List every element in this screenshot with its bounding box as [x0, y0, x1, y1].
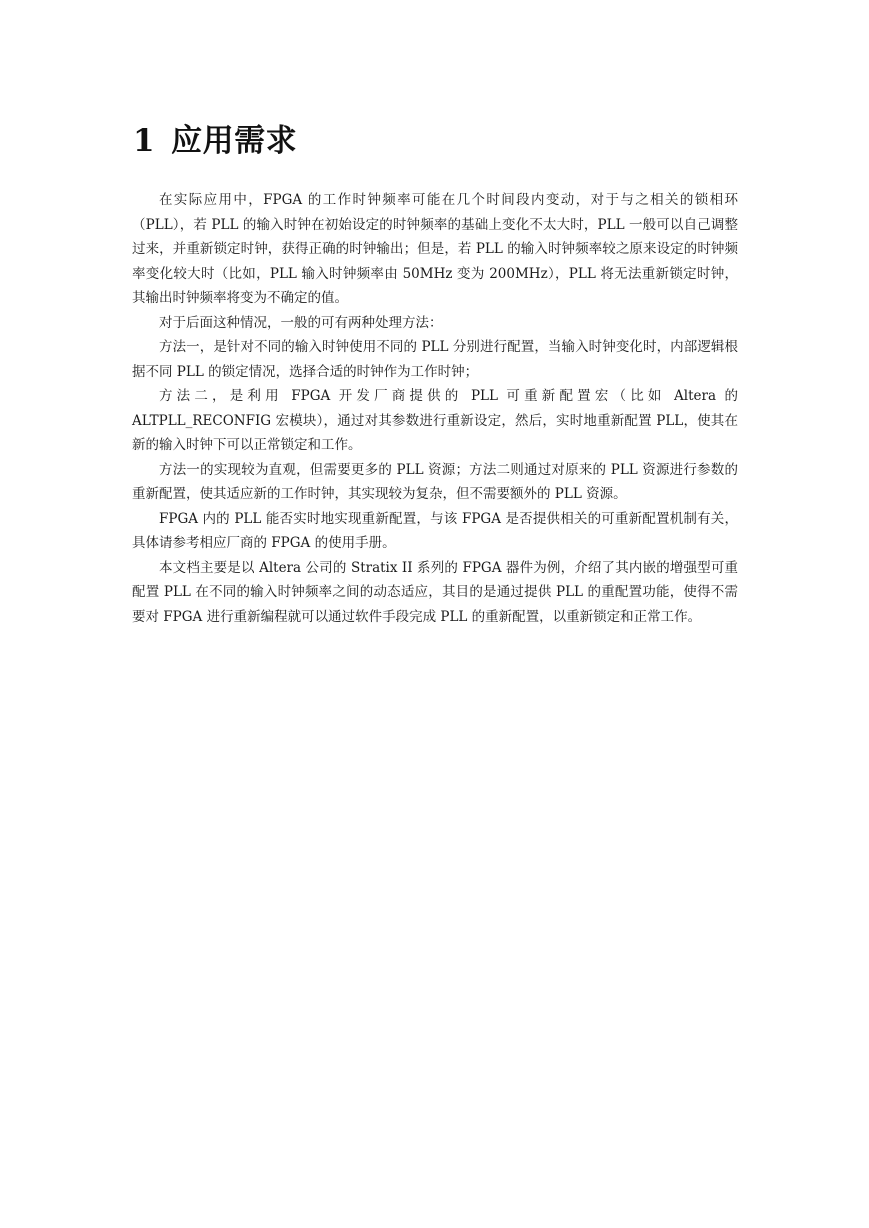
paragraph-method-two: 方法二，是利用 FPGA 开发厂商提供的 PLL 可重新配置宏（比如 Altera 的 ALTPLL_RECONFIG 宏模块），通过对其参数进行重新设定，然后，实时地重新配置 PLL，使其在新的输入时钟下可以正常锁定和工作。: [132, 388, 738, 453]
paragraph-two-methods: 对于后面这种情况，一般的可有两种处理方法：: [159, 314, 443, 331]
section-heading: [133, 118, 297, 164]
section-number: 1: [133, 123, 156, 159]
paragraph-intro: 在实际应用中，FPGA 的工作时钟频率可能在几个时间段内变动，对于与之相关的锁相环（PLL），若 PLL 的输入时钟在初始设定的时钟频率的基础上变化不太大时，PLL 一般可以自己调整过来，并重新锁定时钟，获得正确的时钟输出；但是，若 PLL 的输入时钟频率较之原来设定的时钟频率变化较大时（比如，PLL 输入时钟频率由 50MHz 变为 200MHz），PLL 将无法重新锁定时钟，其输出时钟频率将变为不确定的值。: [132, 192, 738, 306]
section-body: [132, 188, 738, 629]
paragraph-reconfig-support: FPGA 内的 PLL 能否实时地实现重新配置，与该 FPGA 是否提供相关的可重新配置机制有关，具体请参考相应厂商的 FPGA 的使用手册。: [132, 510, 738, 551]
paragraph-method-one: 方法一，是针对不同的输入时钟使用不同的 PLL 分别进行配置，当输入时钟变化时，内部逻辑根据不同 PLL 的锁定情况，选择合适的时钟作为工作时钟；: [132, 339, 738, 380]
paragraph-comparison: 方法一的实现较为直观，但需要更多的 PLL 资源；方法二则通过对原来的 PLL 资源进行参数的重新配置，使其适应新的工作时钟，其实现较为复杂，但不需要额外的 PLL 资源。: [132, 461, 738, 502]
paragraph-document-scope: 本文档主要是以 Altera 公司的 Stratix II 系列的 FPGA 器件为例，介绍了其内嵌的增强型可重配置 PLL 在不同的输入时钟频率之间的动态适应，其目的是通过提供 PLL 的重配置功能，使得不需要对 FPGA 进行重新编程就可以通过软件手段完成 PLL 的重新配置，以重新锁定和正常工作。: [132, 559, 738, 625]
section-title: 应用需求: [171, 123, 298, 159]
